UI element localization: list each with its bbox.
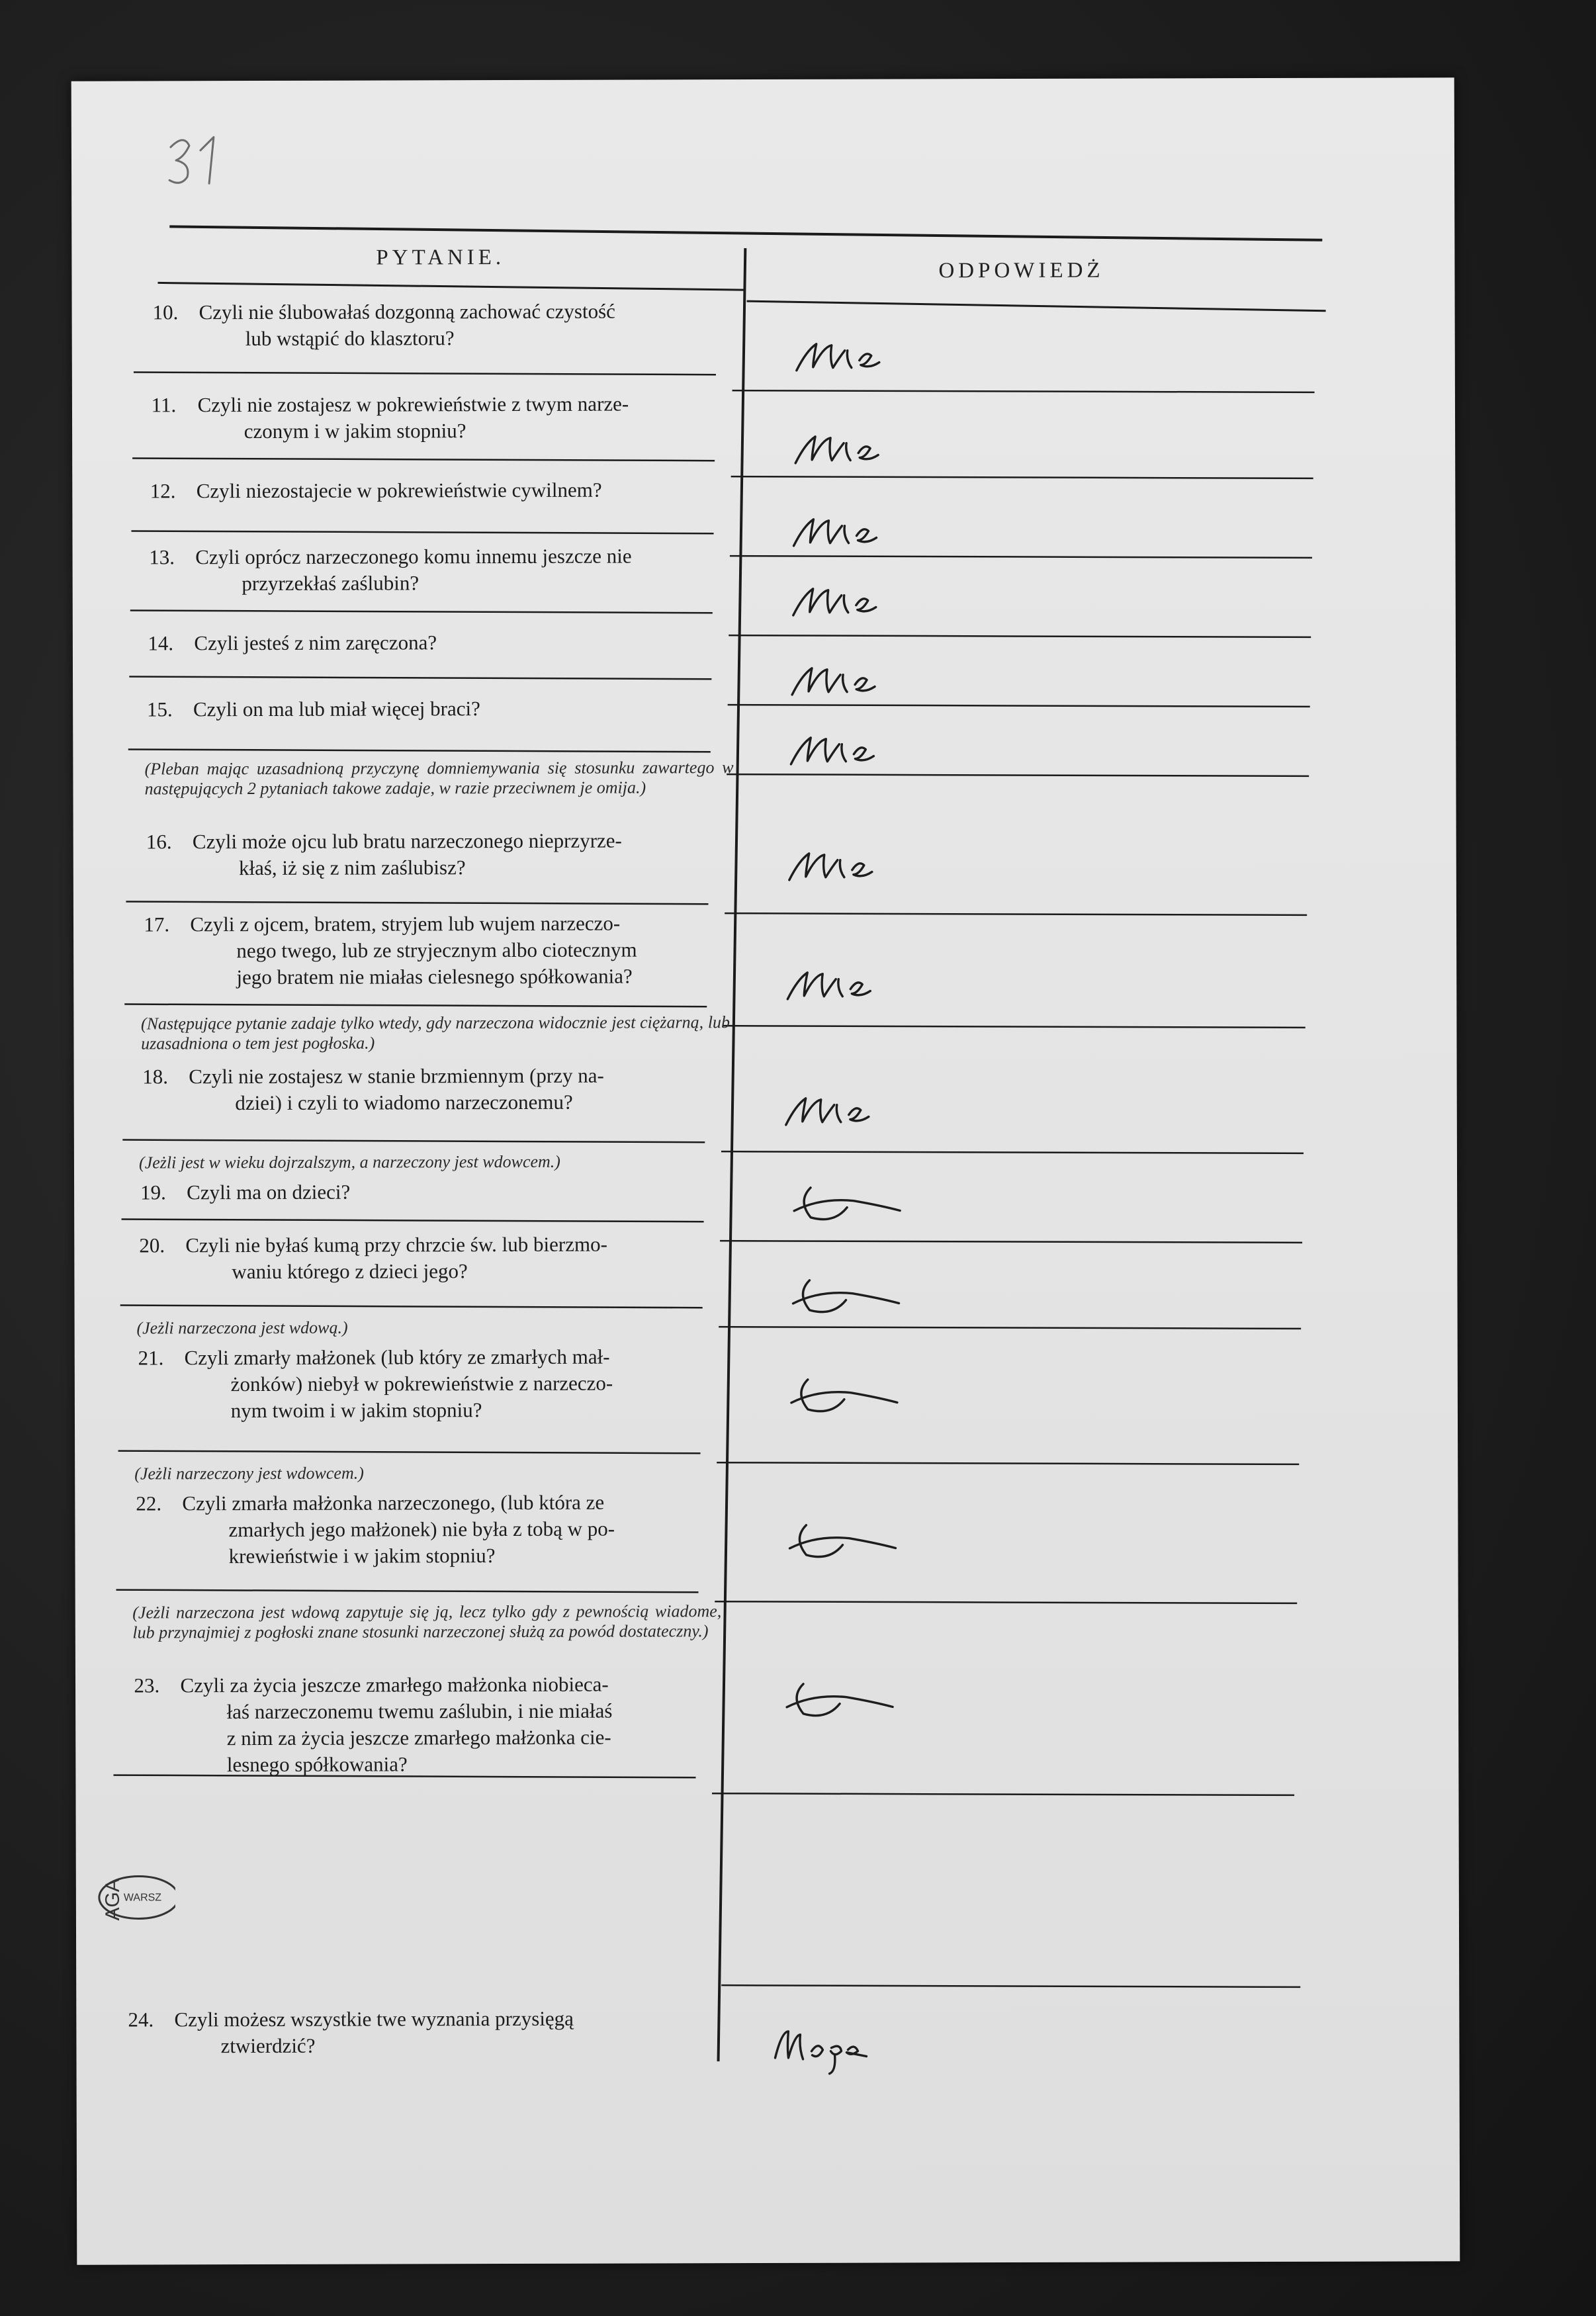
question-line: Czyli zmarły małżonek (lub który ze zmarłych mał- (184, 1345, 610, 1370)
header-pytanie: PYTANIE. (376, 245, 506, 270)
answer-rule (725, 912, 1307, 916)
question-line: żonków) niebył w pokrewieństwie z narzeczo- (230, 1371, 613, 1396)
question-line: zmarłych jego małżonek) nie była z tobą w po- (228, 1517, 615, 1542)
question-line: Czyli nie byłaś kumą przy chrzcie św. lub bierzmo- (185, 1232, 607, 1257)
question-number: 10. (152, 300, 179, 324)
question-number: 16. (146, 830, 172, 854)
answer-handwriting-stroke (787, 1683, 893, 1715)
question-line: Czyli nie zostajesz w pokrewieństwie z twym narze- (197, 392, 629, 417)
answer-handwritten (769, 2018, 901, 2081)
question-line: Czyli może ojcu lub bratu narzeczonego nieprzyrze- (192, 828, 622, 854)
question-number: 21. (138, 1346, 164, 1370)
answer-handwriting-stroke (797, 344, 879, 371)
question-line: kłaś, iż się z nim zaślubisz? (238, 856, 466, 880)
question-line: jego bratem nie miałas cielesnego spółkowania? (236, 964, 633, 989)
question-rule (128, 748, 711, 753)
answer-handwriting-stroke (789, 1525, 895, 1556)
question-line: Czyli możesz wszystkie twe wyznania przysięgą (174, 2006, 574, 2031)
question-rule (120, 1304, 703, 1309)
question-rule (129, 675, 711, 680)
question-number: 15. (146, 697, 173, 721)
question-line: z nim za życia jeszcze zmarłego małżonka cie- (226, 1725, 611, 1750)
question-line: Czyli jesteś z nim zaręczona? (194, 631, 437, 655)
archive-stamp (76, 1867, 175, 1934)
answer-handwriting-stroke (791, 1379, 897, 1411)
question-number: 12. (150, 479, 176, 503)
question-number: 14. (148, 631, 174, 655)
question-line: Czyli on ma lub miał więcej braci? (193, 697, 480, 721)
question-note: (Jeżli narzeczona jest wdową zapytuje się ją, lecz tylko gdy z pewnością wiadome, lub przynajmiej z pogłoski znane stosunki narzeczonej służą za powód dostateczny.) (132, 1601, 722, 1642)
question-line: czonym i w jakim stopniu? (244, 419, 466, 443)
answer-handwritten (779, 1263, 912, 1327)
svg-text:WARSZ: WARSZ (123, 1892, 162, 1904)
question-note: (Następujące pytanie zadaje tylko wtedy, gdy narzeczona widocznie jest ciężarną, lub uzasadniona o tem jest pogłoska.) (140, 1012, 731, 1053)
question-line: przyrzekłaś zaślubin? (242, 571, 420, 596)
answer-handwritten (784, 952, 916, 1016)
question-rule (124, 1002, 707, 1008)
header-odpowiedz: ODPOWIEDŻ (938, 258, 1104, 283)
question-line: łaś narzeczonemu twemu zaślubin, i nie miałaś (226, 1699, 613, 1724)
question-rule (126, 900, 708, 905)
answer-rule (712, 1792, 1294, 1797)
question-note: (Jeżli jest w wieku dojrzalszym, a narzeczony jest wdowcem.) (138, 1151, 560, 1173)
question-line: waniu którego z dzieci jego? (232, 1259, 468, 1284)
answer-rule (715, 1600, 1297, 1605)
question-number: 24. (128, 2008, 154, 2031)
answer-handwriting-stroke (791, 738, 873, 764)
question-line: lub wstąpić do klasztoru? (245, 326, 455, 351)
answer-handwriting-stroke (795, 437, 878, 463)
answer-handwritten (793, 324, 926, 387)
question-line: nym twoim i w jakim stopniu? (230, 1398, 482, 1423)
question-note: (Jeżli narzeczony jest wdowcem.) (134, 1463, 364, 1484)
question-line: Czyli z ojcem, bratem, stryjem lub wujem narzeczo- (190, 911, 621, 936)
question-line: krewieństwie i w jakim stopniu? (228, 1544, 496, 1568)
question-rule (118, 1449, 701, 1454)
question-number: 11. (151, 393, 177, 417)
question-number: 18. (142, 1065, 169, 1089)
question-number: 17. (144, 913, 170, 936)
answer-handwritten (774, 1667, 906, 1730)
question-line: dziei) i czyli to wiadomo narzeczonemu? (235, 1090, 573, 1115)
question-number: 20. (139, 1233, 165, 1257)
answer-rule (721, 1984, 1300, 1988)
question-rule (130, 609, 713, 614)
answer-rule (720, 1239, 1302, 1244)
question-rule (122, 1138, 705, 1143)
answer-rule (723, 1024, 1306, 1029)
question-rule (116, 1588, 699, 1593)
answer-handwriting-stroke (787, 973, 870, 999)
answer-handwritten (789, 568, 922, 632)
question-line: Czyli nie ślubowałaś dozgonną zachować czystość (199, 299, 615, 324)
answer-handwriting-stroke (794, 519, 877, 546)
answer-handwritten (787, 717, 920, 781)
answer-rule (732, 389, 1315, 394)
question-line: Czyli za życia jeszcze zmarłego małżonka niobieca- (180, 1672, 609, 1697)
answer-handwriting-stroke (793, 589, 875, 615)
answer-handwritten (781, 1171, 913, 1234)
answer-handwritten (786, 833, 918, 897)
question-line: Czyli zmarła małżonka narzeczonego, (lub która ze (182, 1490, 605, 1515)
question-line: nego twego, lub ze stryjecznym albo ciotecznym (236, 938, 637, 963)
answer-handwritten (778, 1362, 910, 1426)
answer-handwritten (792, 416, 924, 480)
answer-rule (717, 1461, 1299, 1466)
svg-text:AGA: AGA (101, 1879, 124, 1921)
answer-handwritten (776, 1508, 909, 1572)
question-number: 23. (134, 1673, 160, 1697)
question-rule (134, 371, 716, 376)
answer-handwriting-stroke (793, 1280, 899, 1312)
question-note: (Pleban mając uzasadnioną przyczynę domniemywania się stosunku zawartego w następujących 2 pytaniach takowe zadaje, w razie przeciwnem je omija.) (144, 758, 734, 799)
question-line: ztwierdzić? (220, 2033, 316, 2058)
answer-handwriting-stroke (785, 1098, 868, 1125)
answer-handwritten (789, 648, 921, 711)
question-line: Czyli ma on dzieci? (187, 1180, 351, 1204)
question-rule (122, 1218, 704, 1223)
question-line: Czyli oprócz narzeczonego komu innemu jeszcze nie (195, 544, 632, 569)
question-line: lesnego spółkowania? (226, 1752, 408, 1777)
question-rule (132, 457, 715, 462)
answer-handwriting-stroke (789, 854, 872, 880)
answer-handwritten (782, 1078, 914, 1141)
answer-handwriting-stroke (792, 668, 875, 695)
answer-handwriting-stroke (794, 1187, 900, 1219)
answer-rule (721, 1150, 1304, 1155)
question-line: Czyli niezostajecie w pokrewieństwie cywilnem? (196, 478, 602, 503)
question-number: 22. (136, 1492, 162, 1515)
question-number: 19. (140, 1180, 166, 1204)
document-page (71, 77, 1460, 2264)
question-line: Czyli nie zostajesz w stanie brzmiennym (przy na- (189, 1063, 604, 1089)
answer-rule (729, 634, 1311, 639)
question-note: (Jeżli narzeczona jest wdową.) (136, 1317, 348, 1338)
question-number: 13. (149, 545, 175, 569)
answer-handwriting-stroke (776, 2031, 867, 2074)
answer-handwritten (791, 499, 923, 562)
question-rule (132, 529, 714, 535)
